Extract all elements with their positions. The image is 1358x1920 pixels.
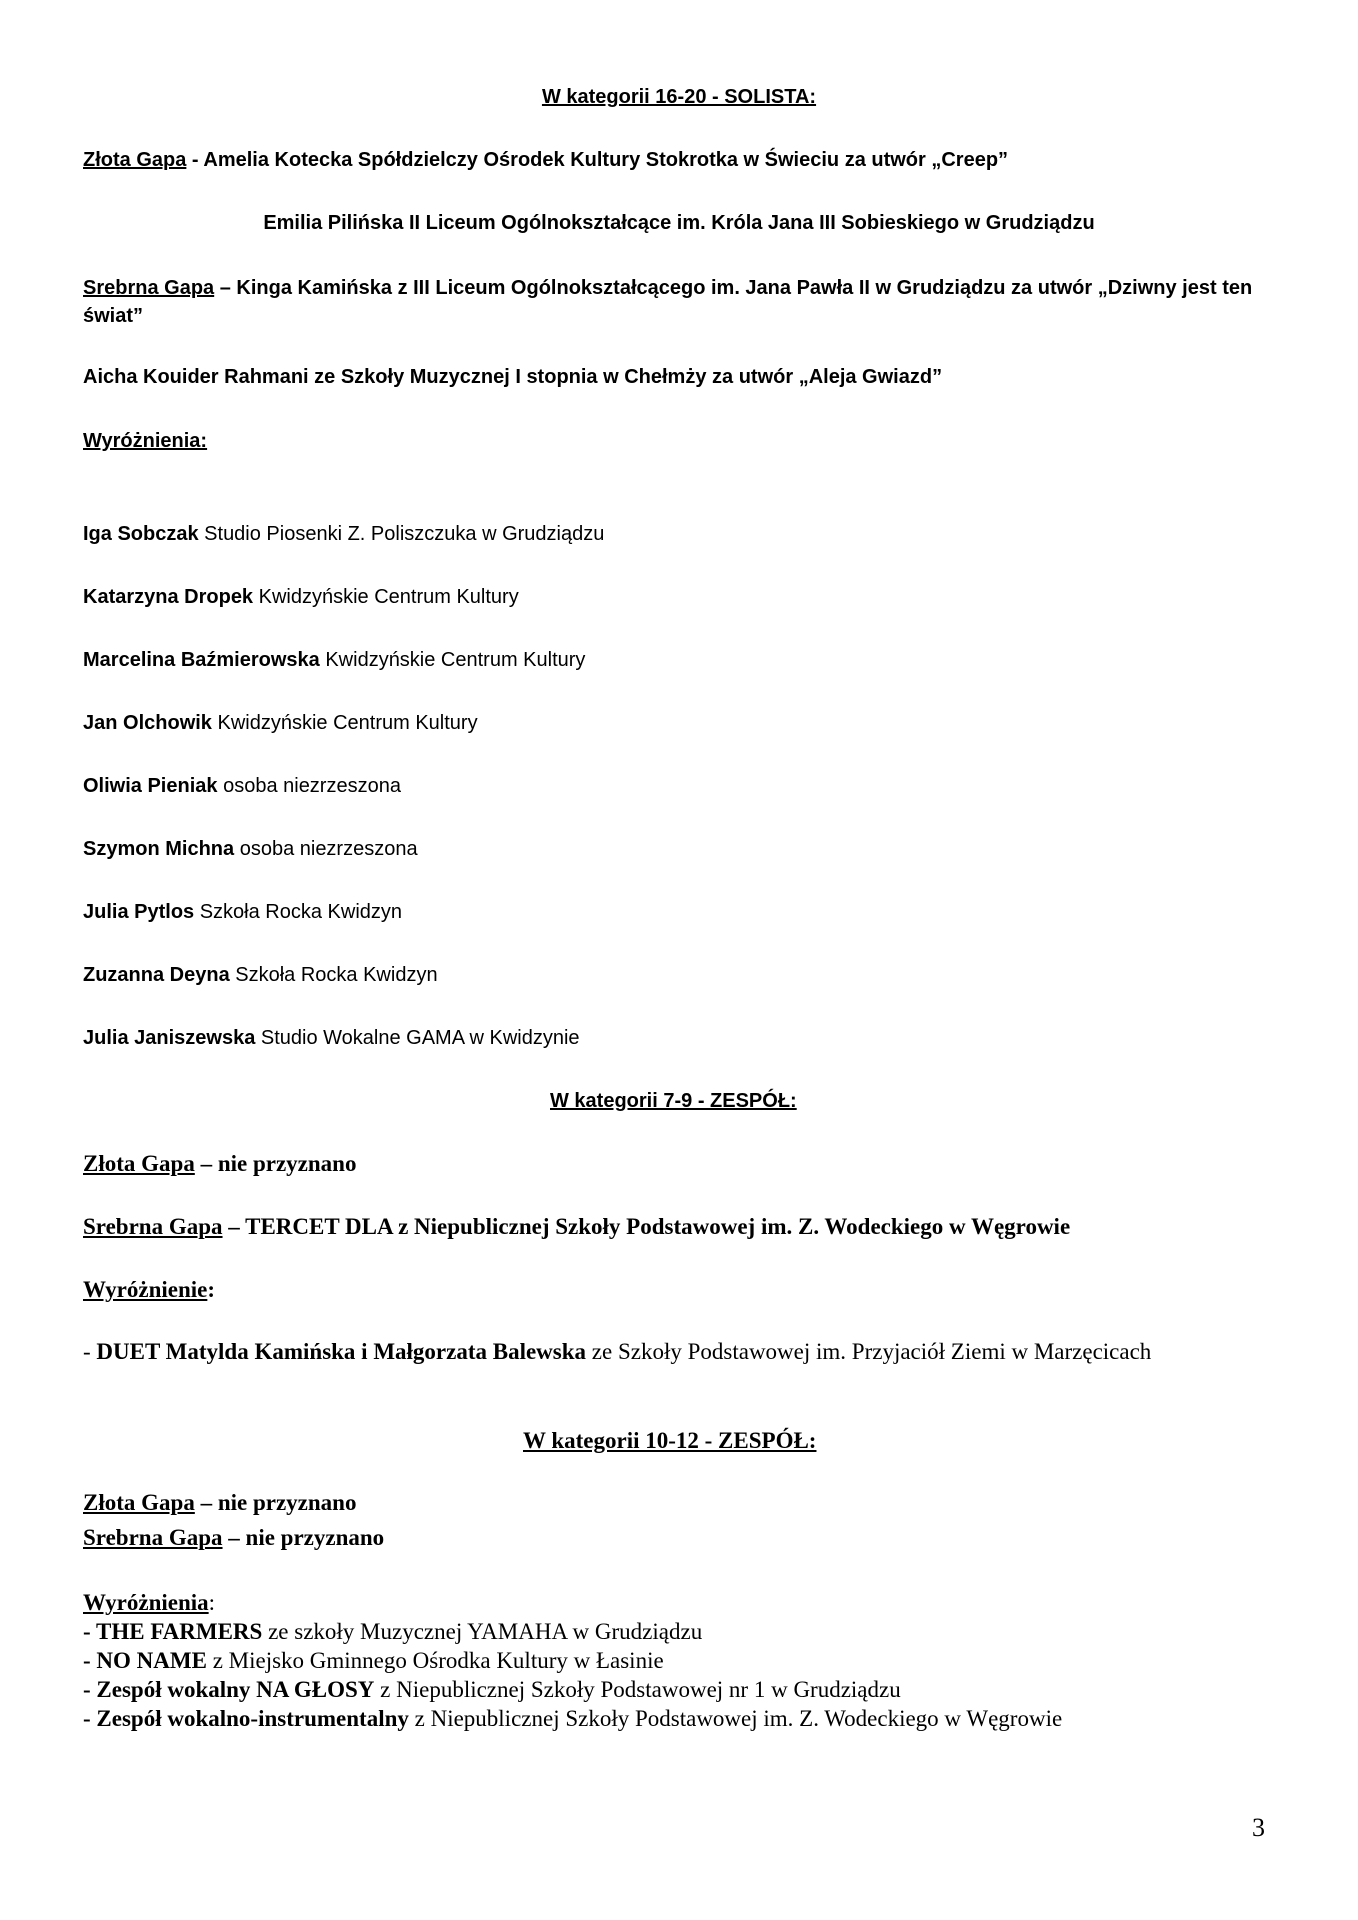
gold-text: – nie przyznano (194, 1490, 357, 1515)
distinction-name: - NO NAME (83, 1648, 207, 1673)
distinction-org: z Niepublicznej Szkoły Podstawowej im. Z. Wodeckiego w Węgrowie (408, 1706, 1063, 1731)
distinction-org: Szkoła Rocka Kwidzyn (229, 964, 438, 986)
silver-label: Srebrna Gapa (83, 277, 215, 299)
distinction-name: Zuzanna Deyna (83, 964, 230, 986)
distinction-item (83, 1648, 664, 1674)
section2-silver-award (83, 1214, 1070, 1240)
section1-silver-second: Aicha Kouider Rahmani ze Szkoły Muzycznej I stopnia w Chełmży za utwór „Aleja Gwiazd” (83, 366, 943, 388)
distinction-name: - Zespół wokalny NA GŁOSY (83, 1677, 375, 1702)
silver-text: – nie przyznano (222, 1525, 385, 1550)
distinction-item (83, 775, 401, 798)
section3-gold-award (83, 1490, 356, 1516)
distinction-item (83, 901, 402, 924)
distinction-item (83, 523, 604, 546)
gold-text: – nie przyznano (194, 1151, 357, 1176)
distinction-name: Iga Sobczak (83, 523, 199, 545)
gold-label: Złota Gapa (83, 1490, 195, 1515)
distinction-org: ze Szkoły Podstawowej im. Przyjaciół Ziemi w Marzęcicach (586, 1339, 1152, 1364)
section1-distinctions-label: Wyróżnienia: (83, 430, 208, 452)
distinction-name: - Zespół wokalno-instrumentalny (83, 1706, 409, 1731)
distinction-item (83, 1706, 1062, 1732)
section1-gold-second: Emilia Pilińska II Liceum Ogólnokształcące im. Króla Jana III Sobieskiego w Grudziądzu (263, 212, 1095, 234)
gold-text: - Amelia Kotecka Spółdzielczy Ośrodek Kultury Stokrotka w Świeciu za utwór „Creep” (186, 149, 1009, 171)
distinction-item (83, 712, 478, 735)
distinction-item (83, 1027, 580, 1050)
section1-heading: W kategorii 16-20 - SOLISTA: (541, 86, 817, 108)
silver-label: Srebrna Gapa (83, 1214, 223, 1239)
silver-text: – TERCET DLA z Niepublicznej Szkoły Podstawowej im. Z. Wodeckiego w Węgrowie (222, 1214, 1071, 1239)
section3-distinctions-label: Wyróżnienia: (83, 1590, 216, 1615)
distinction-item (83, 1677, 901, 1703)
distinction-org: osoba niezrzeszona (217, 775, 401, 797)
distinction-org: Kwidzyńskie Centrum Kultury (253, 586, 519, 608)
distinction-org: z Niepublicznej Szkoły Podstawowej nr 1 w Grudziądzu (374, 1677, 901, 1702)
distinction-name: Szymon Michna (83, 838, 235, 860)
distinction-org: osoba niezrzeszona (234, 838, 418, 860)
section3-heading: W kategorii 10-12 - ZESPÓŁ: (523, 1428, 817, 1453)
distinction-org: Kwidzyńskie Centrum Kultury (319, 649, 586, 671)
distinction-name: Katarzyna Dropek (83, 586, 254, 608)
gold-label: Złota Gapa (83, 149, 187, 171)
distinction-item (83, 964, 438, 987)
distinction-org: Kwidzyńskie Centrum Kultury (211, 712, 478, 734)
distinction-name: Jan Olchowik (83, 712, 212, 734)
distinction-org: ze szkoły Muzycznej YAMAHA w Grudziądzu (262, 1619, 703, 1644)
section2-distinction-label: Wyróżnienie: (83, 1277, 216, 1302)
section2-distinction-item: - DUET Matylda Kamińska i Małgorzata Balewska ze Szkoły Podstawowej im. Przyjaciół Ziemi w Marzęcicach (83, 1339, 1152, 1364)
distinction-org: Studio Piosenki Z. Poliszczuka w Grudziądzu (198, 523, 605, 545)
section2-heading: W kategorii 7-9 - ZESPÓŁ: (550, 1090, 797, 1112)
distinction-item (83, 838, 418, 861)
distinction-org: Szkoła Rocka Kwidzyn (194, 901, 403, 923)
section1-gold-award (83, 149, 1008, 172)
distinction-name: - THE FARMERS (83, 1619, 263, 1644)
distinction-name: Julia Pytlos (83, 901, 195, 923)
distinction-name: Julia Janiszewska (83, 1027, 256, 1049)
gold-label: Złota Gapa (83, 1151, 195, 1176)
distinction-org: z Miejsko Gminnego Ośrodka Kultury w Łasinie (206, 1648, 664, 1673)
distinction-name: DUET Matylda Kamińska i Małgorzata Balewska (96, 1339, 587, 1364)
section2-gold-award (83, 1151, 356, 1177)
silver-text: – Kinga Kamińska z III Liceum Ogólnokształcącego im. Jana Pawła II w Grudziądzu za utwór „Dziwny jest ten świat” (83, 277, 1253, 327)
silver-label: Srebrna Gapa (83, 1525, 223, 1550)
distinction-item (83, 1619, 702, 1645)
distinction-org: Studio Wokalne GAMA w Kwidzynie (255, 1027, 580, 1049)
page-number: 3 (1252, 1813, 1265, 1842)
distinction-item (83, 649, 585, 672)
distinction-name: Oliwia Pieniak (83, 775, 218, 797)
section3-silver-award (83, 1525, 384, 1551)
distinction-item (83, 586, 519, 609)
distinction-name: Marcelina Baźmierowska (83, 649, 320, 671)
section1-silver-award (83, 274, 1278, 330)
